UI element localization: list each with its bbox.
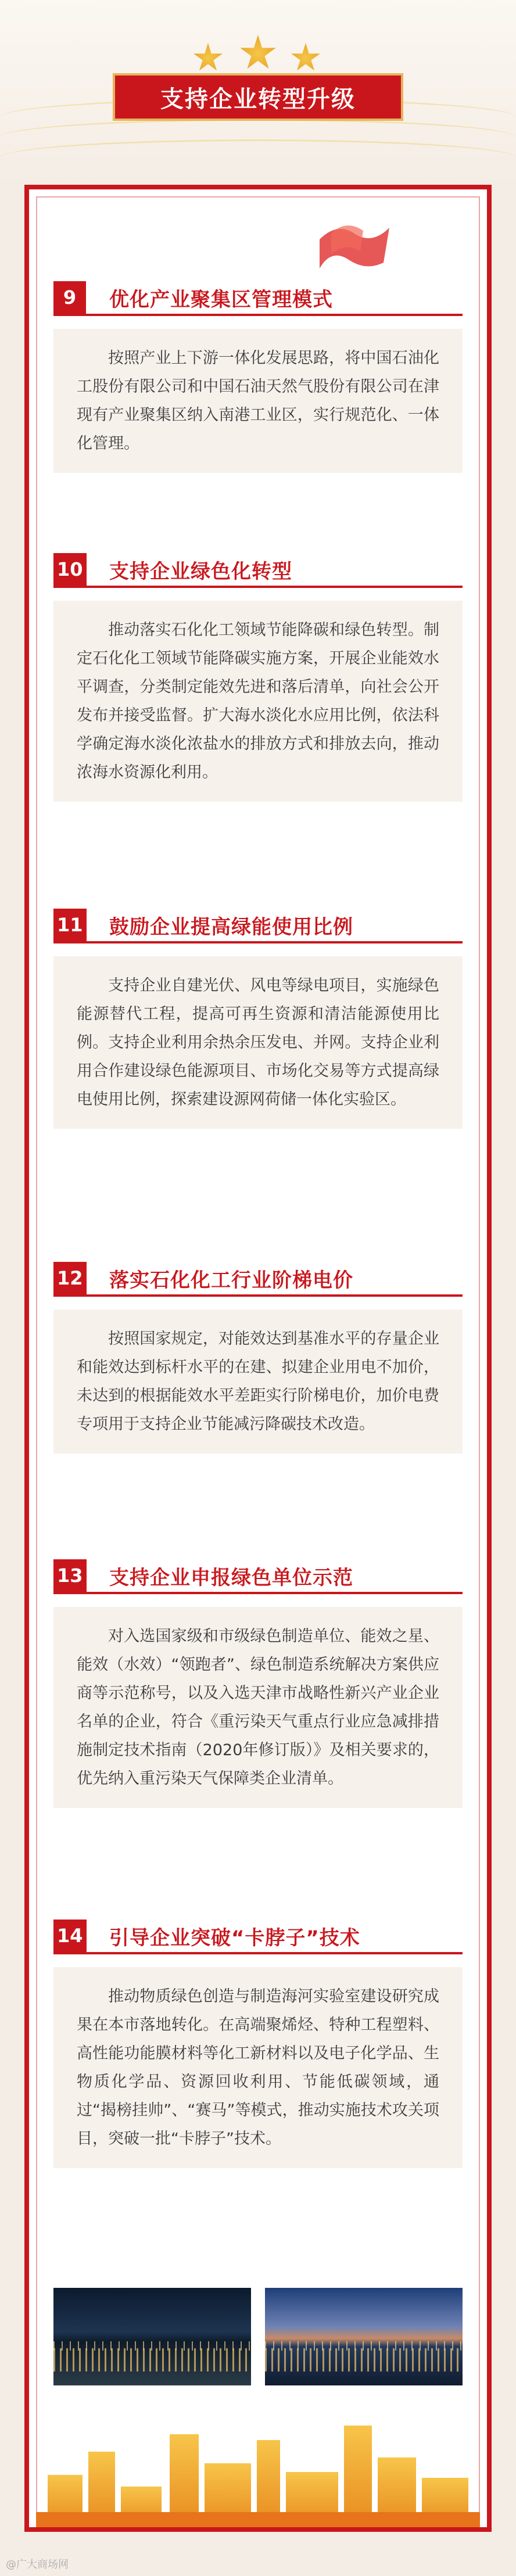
section-header bbox=[53, 1260, 463, 1297]
decorative-wave bbox=[0, 139, 516, 176]
section-title: 支持企业申报绿色单位示范 bbox=[109, 1566, 353, 1590]
section-underline bbox=[53, 1952, 463, 1954]
section-title: 落实石化化工行业阶梯电价 bbox=[109, 1269, 353, 1292]
section-underline bbox=[53, 586, 463, 588]
section-9 bbox=[53, 279, 463, 473]
section-number: 14 bbox=[53, 1920, 87, 1952]
section-12 bbox=[53, 1260, 463, 1454]
section-14 bbox=[53, 1917, 463, 2168]
section-header bbox=[53, 906, 463, 943]
section-header bbox=[53, 551, 463, 588]
section-10 bbox=[53, 551, 463, 802]
section-header bbox=[53, 1557, 463, 1594]
section-11 bbox=[53, 906, 463, 1129]
section-header bbox=[53, 279, 463, 316]
photo-row bbox=[53, 2288, 463, 2385]
section-body: 按照国家规定，对能效达到基准水平的存量企业和能效达到标杆水平的在建、拟建企业用电不加价，未达到的根据能效水平差距实行阶梯电价，加价电费专项用于支持企业节能减污降碳技术改造。 bbox=[53, 1309, 463, 1454]
section-13 bbox=[53, 1557, 463, 1808]
section-number: 12 bbox=[53, 1262, 87, 1294]
section-header bbox=[53, 1917, 463, 1954]
section-body: 推动落实石化化工领域节能降碳和绿色转型。制定石化化工领域节能降碳实施方案，开展企业能效水平调查，分类制定能效先进和落后清单，向社会公开发布并接受监督。扩大海水淡化水应用比例，依法科学确定海水淡化浓盐水的排放方式和排放去向，推动浓海水资源化利用。 bbox=[53, 601, 463, 802]
section-number: 9 bbox=[53, 281, 86, 314]
section-body: 支持企业自建光伏、风电等绿电项目，实施绿色能源替代工程，提高可再生资源和清洁能源使用比例。支持企业利用余热余压发电、并网。支持企业利用合作建设绿色能源项目、市场化交易等方式提高绿电使用比例，探索建设源网荷储一体化实验区。 bbox=[53, 956, 463, 1129]
section-underline bbox=[53, 941, 463, 943]
star-icon bbox=[193, 43, 223, 73]
section-number: 10 bbox=[53, 553, 87, 586]
section-body: 对入选国家级和市级绿色制造单位、能效之星、能效（水效）“领跑者”、绿色制造系统解决方案供应商等示范称号，以及入选天津市战略性新兴产业企业名单的企业，符合《重污染天气重点行业应急减排措施制定技术指南（2020年修订版）》及相关要求的，优先纳入重污染天气保障类企业清单。 bbox=[53, 1607, 463, 1808]
industrial-park-night-photo bbox=[53, 2288, 251, 2385]
section-title: 优化产业聚集区管理模式 bbox=[109, 288, 333, 311]
section-title: 引导企业突破“卡脖子”技术 bbox=[109, 1926, 360, 1950]
star-icon bbox=[239, 35, 277, 72]
page-title-banner: 支持企业转型升级 bbox=[113, 73, 403, 121]
section-number: 13 bbox=[53, 1559, 87, 1592]
section-underline bbox=[53, 1294, 463, 1297]
star-icon bbox=[291, 43, 321, 73]
city-skyline-illustration bbox=[36, 2411, 480, 2527]
section-title: 支持企业绿色化转型 bbox=[109, 560, 292, 583]
section-number: 11 bbox=[53, 909, 87, 941]
port-dusk-photo bbox=[265, 2288, 463, 2385]
section-body: 按照产业上下游一体化发展思路，将中国石油化工股份有限公司和中国石油天然气股份有限公司在津现有产业聚集区纳入南港工业区，实行规范化、一体化管理。 bbox=[53, 329, 463, 473]
red-flag-icon bbox=[314, 216, 395, 274]
watermark: @广大商场网 bbox=[6, 2559, 69, 2571]
section-underline bbox=[53, 1592, 463, 1594]
section-body: 推动物质绿色创造与制造海河实验室建设研究成果在本市落地转化。在高端聚烯烃、特种工程塑料、高性能功能膜材料等化工新材料以及电子化学品、生物质化学品、资源回收利用、节能低碳领域，通过“揭榜挂帅”、“赛马”等模式，推动实施技术攻关项目，突破一批“卡脖子”技术。 bbox=[53, 1967, 463, 2168]
section-underline bbox=[53, 314, 463, 316]
stars-decoration bbox=[188, 35, 328, 76]
section-title: 鼓励企业提高绿能使用比例 bbox=[109, 916, 353, 939]
